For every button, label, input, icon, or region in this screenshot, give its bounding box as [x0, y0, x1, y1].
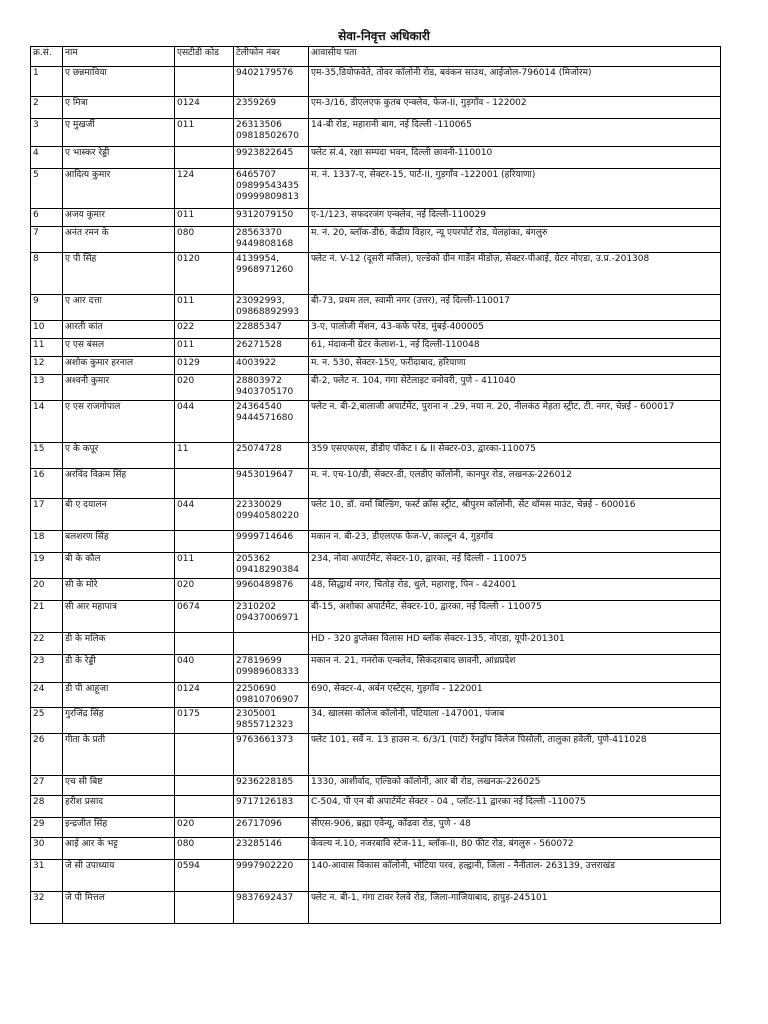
cell-phone: 9402179576: [234, 67, 309, 97]
cell-name: जे सी उपाध्याय: [63, 860, 175, 892]
cell-name: बी ए दयालन: [63, 499, 175, 531]
table-row: [31, 357, 721, 375]
table-row: [31, 67, 721, 97]
cell-std-code: 0124: [175, 97, 234, 119]
cell-serial: 22: [31, 633, 63, 655]
cell-address: म. नं. 20, ब्लॉक-डी6, केंद्रीय विहार, न्यू एयरपोर्ट रोड, येलहांका, बंगलुरु: [309, 227, 721, 253]
cell-serial: 20: [31, 579, 63, 601]
cell-std-code: 020: [175, 375, 234, 401]
cell-phone: 22885347: [234, 321, 309, 339]
cell-phone: 26271528: [234, 339, 309, 357]
cell-address: 3-ए, पालोजी मेंशन, 43-कफे परेड, मुंबई-400005: [309, 321, 721, 339]
table-row: [31, 401, 721, 443]
cell-phone: 6465707 09899543435 09999809813: [234, 169, 309, 209]
table-row: [31, 796, 721, 818]
cell-phone: 9999714646: [234, 531, 309, 553]
cell-serial: 32: [31, 892, 63, 924]
table-row: [31, 375, 721, 401]
table-row: [31, 633, 721, 655]
cell-address: सीएस-906, ब्रह्मा एवेन्यू, कोंढवा रोड, पुणे - 48: [309, 818, 721, 838]
cell-name: हरीश प्रसाद: [63, 796, 175, 818]
header-serial: क्र.सं.: [31, 47, 63, 67]
cell-std-code: 044: [175, 401, 234, 443]
cell-name: सी के मोरे: [63, 579, 175, 601]
cell-phone: 28563370 9449808168: [234, 227, 309, 253]
cell-serial: 9: [31, 295, 63, 321]
cell-std-code: 0175: [175, 708, 234, 734]
cell-name: अजय कुमार: [63, 209, 175, 227]
cell-serial: 29: [31, 818, 63, 838]
table-row: [31, 776, 721, 796]
cell-std-code: 080: [175, 227, 234, 253]
cell-name: अरविंद विक्रम सिंह: [63, 469, 175, 499]
cell-address: म. नं. 1337-ए, सेक्टर-15, पार्ट-II, गुड़गाँव -122001 (हरियाणा): [309, 169, 721, 209]
cell-name: डी पी आहूजा: [63, 683, 175, 708]
cell-phone: 25074728: [234, 443, 309, 469]
cell-phone: 2250690 09810706907: [234, 683, 309, 708]
cell-name: जे पी मित्तल: [63, 892, 175, 924]
cell-name: आदित्य कुमार: [63, 169, 175, 209]
table-row: [31, 601, 721, 633]
cell-phone: 4003922: [234, 357, 309, 375]
page-title: सेवा-निवृत्त अधिकारी: [338, 29, 430, 43]
cell-std-code: 011: [175, 295, 234, 321]
table-row: [31, 838, 721, 860]
table-row: [31, 860, 721, 892]
cell-phone: 24364540 9444571680: [234, 401, 309, 443]
cell-serial: 25: [31, 708, 63, 734]
cell-serial: 4: [31, 147, 63, 169]
cell-phone: 26313506 09818502670: [234, 119, 309, 147]
cell-serial: 30: [31, 838, 63, 860]
table-row: [31, 339, 721, 357]
cell-phone: 9837692437: [234, 892, 309, 924]
cell-serial: 21: [31, 601, 63, 633]
cell-serial: 3: [31, 119, 63, 147]
cell-address: 14-बी रोड, महारानी बाग, नई दिल्ली -110065: [309, 119, 721, 147]
cell-serial: 16: [31, 469, 63, 499]
table-row: [31, 683, 721, 708]
cell-name: अशोक कुमार हरनाल: [63, 357, 175, 375]
cell-address: फ्लेट सं.4, रक्षा सम्पदा भवन, दिल्ली छावनी-110010: [309, 147, 721, 169]
cell-address: C-504, पी एन बी अपार्टमेंट सेक्टर - 04 , प्लॉट-11 द्वारका नई दिल्ली -110075: [309, 796, 721, 818]
cell-std-code: 011: [175, 339, 234, 357]
cell-std-code: 0594: [175, 860, 234, 892]
cell-std-code: 11: [175, 443, 234, 469]
cell-std-code: [175, 892, 234, 924]
cell-address: म. न. 530, सेक्टर-15ए, फरीदाबाद, हरियाणा: [309, 357, 721, 375]
cell-phone: 9997902220: [234, 860, 309, 892]
cell-std-code: [175, 633, 234, 655]
cell-serial: 14: [31, 401, 63, 443]
cell-address: 34, खालसा कॉलेज कॉलोनी, पटियाला -147001, पंजाब: [309, 708, 721, 734]
cell-address: 61, मंदाकनी ग्रेटर केलाश-1, नई दिल्ली-110048: [309, 339, 721, 357]
cell-serial: 10: [31, 321, 63, 339]
cell-serial: 31: [31, 860, 63, 892]
cell-std-code: 0120: [175, 253, 234, 295]
cell-name: एच सी बिष्ट: [63, 776, 175, 796]
cell-name: बलशरण सिंह: [63, 531, 175, 553]
cell-name: डी के रेड्डी: [63, 655, 175, 683]
table-row: [31, 818, 721, 838]
table-row: [31, 119, 721, 147]
cell-phone: 2305001 9855712323: [234, 708, 309, 734]
cell-name: गुरजिंद्र सिंह: [63, 708, 175, 734]
cell-name: अनंत रमन के: [63, 227, 175, 253]
cell-phone: 23092993, 09868892993: [234, 295, 309, 321]
table-row: [31, 227, 721, 253]
cell-address: ए-1/123, सफदरजंग एन्क्लेव, नई दिल्ली-110029: [309, 209, 721, 227]
cell-phone: 2359269: [234, 97, 309, 119]
cell-std-code: 0129: [175, 357, 234, 375]
cell-serial: 7: [31, 227, 63, 253]
cell-std-code: 124: [175, 169, 234, 209]
cell-std-code: 080: [175, 838, 234, 860]
cell-serial: 8: [31, 253, 63, 295]
cell-std-code: 022: [175, 321, 234, 339]
cell-phone: 9717126183: [234, 796, 309, 818]
cell-phone: 205362 09418290384: [234, 553, 309, 579]
cell-address: बी-2, फ्लेट न. 104, गंगा सेटेलाइट वनोवरी, पुणे - 411040: [309, 375, 721, 401]
table-row: [31, 469, 721, 499]
cell-name: ए मुखर्जी: [63, 119, 175, 147]
cell-phone: 9312079150: [234, 209, 309, 227]
cell-std-code: [175, 796, 234, 818]
retired-officers-table: [30, 46, 721, 924]
cell-phone: [234, 633, 309, 655]
cell-std-code: [175, 67, 234, 97]
cell-serial: 23: [31, 655, 63, 683]
cell-phone: 9453019647: [234, 469, 309, 499]
cell-phone: 9236228185: [234, 776, 309, 796]
cell-address: बी-73, प्रथम तल, स्वामी नगर (उत्तर), नई दिल्ली-110017: [309, 295, 721, 321]
cell-serial: 17: [31, 499, 63, 531]
cell-name: सी आर महापात्र: [63, 601, 175, 633]
cell-serial: 5: [31, 169, 63, 209]
cell-address: फ्लेट 101, सर्वे न. 13 हाउस न. 6/3/1 (पार्ट) रेनड्रॉप विलेज पिसोली, तालुका हवेली, पुणे-411028: [309, 734, 721, 776]
table-row: [31, 295, 721, 321]
table-row: [31, 531, 721, 553]
cell-address: बी-15, अशोका अपार्टमेंट, सेक्टर-10, द्वारका, नई दिल्ली - 110075: [309, 601, 721, 633]
cell-phone: 9960489876: [234, 579, 309, 601]
cell-name: ए एस राजगोपाल: [63, 401, 175, 443]
cell-phone: 27819699 09989608333: [234, 655, 309, 683]
cell-serial: 26: [31, 734, 63, 776]
cell-address: मकान न. बी-23, डीएलएफ फेज-V, काल्टून 4, गुड़गाँव: [309, 531, 721, 553]
cell-serial: 15: [31, 443, 63, 469]
table-row: [31, 734, 721, 776]
cell-std-code: 044: [175, 499, 234, 531]
header-name: नाम: [63, 47, 175, 67]
cell-address: 140-आवास विकास कॉलोनी, भोटिया परव, हल्द्वानी, जिला - नैनीताल- 263139, उत्तराखंड: [309, 860, 721, 892]
cell-name: इन्द्रजीत सिंह: [63, 818, 175, 838]
table-row: [31, 209, 721, 227]
cell-address: फ्लेट न. बी-1, गंगा टावर रेलवे रोड, जिला-गाजियाबाद, हापुड़-245101: [309, 892, 721, 924]
table-row: [31, 97, 721, 119]
cell-serial: 24: [31, 683, 63, 708]
cell-address: म. नं. एच-10/डी, सेक्टर-डी, एलडीए कॉलोनी, कानपुर रोड, लखनऊ-226012: [309, 469, 721, 499]
cell-name: गीता के प्रती: [63, 734, 175, 776]
table-row: [31, 443, 721, 469]
cell-serial: 1: [31, 67, 63, 97]
table-row: [31, 499, 721, 531]
table-row: [31, 892, 721, 924]
cell-std-code: [175, 776, 234, 796]
cell-address: मकान नं. 21, गनरोक एन्क्लेव, सिकंदराबाद छावनी, आंध्रप्रदेश: [309, 655, 721, 683]
cell-serial: 19: [31, 553, 63, 579]
cell-phone: 2310202 09437006971: [234, 601, 309, 633]
cell-name: ए भास्कर रेड्डी: [63, 147, 175, 169]
cell-std-code: 0674: [175, 601, 234, 633]
cell-std-code: 011: [175, 119, 234, 147]
table-row: [31, 579, 721, 601]
cell-address: एम-35,डियोफवेते, तोवर कॉलोनी रोड, बवंकन साउथ, आईजोल-796014 (मिजोरम): [309, 67, 721, 97]
cell-serial: 13: [31, 375, 63, 401]
cell-name: बी के कौल: [63, 553, 175, 579]
cell-address: 359 एसएफएस, डीडीए पॉकेट I & II सेक्टर-03, द्वारका-110075: [309, 443, 721, 469]
cell-std-code: 020: [175, 818, 234, 838]
cell-phone: 9923822645: [234, 147, 309, 169]
cell-std-code: [175, 531, 234, 553]
cell-phone: 22330029 09940580220: [234, 499, 309, 531]
cell-std-code: [175, 734, 234, 776]
table-row: [31, 655, 721, 683]
cell-name: आई आर के भट्ट: [63, 838, 175, 860]
cell-address: फ्लेट 10, डॉ. वर्मा बिल्डिंग, फर्स्ट क्रॉस स्ट्रीट, श्रीपुरम कॉलोनी, सेंट थॉमस माउंट, चेन्नई - 600016: [309, 499, 721, 531]
table-row: [31, 253, 721, 295]
cell-phone: 9763661373: [234, 734, 309, 776]
cell-phone: 4139954, 9968971260: [234, 253, 309, 295]
cell-address: 1330, आशीर्वाद, एल्डिको कॉलोनी, आर बी रोड, लखनऊ-226025: [309, 776, 721, 796]
table-row: [31, 169, 721, 209]
table-row: [31, 147, 721, 169]
cell-address: HD - 320 डुप्लेक्स विलास HD ब्लॉक सेक्टर-135, नोएडा, यूपी-201301: [309, 633, 721, 655]
header-address: आवासीय पता: [309, 47, 721, 67]
cell-name: ए के कपूर: [63, 443, 175, 469]
table-header-row: [31, 47, 721, 67]
cell-name: डी के मलिक: [63, 633, 175, 655]
cell-address: 234, नोवा अपार्टमेंट, सेक्टर-10, द्वारका, नई दिल्ली - 110075: [309, 553, 721, 579]
header-phone: टेलीफोन नंबर: [234, 47, 309, 67]
cell-address: एम-3/16, डीएलएफ कुतब एन्क्लेव, फेज-II, गुड़गाँव - 122002: [309, 97, 721, 119]
cell-std-code: 040: [175, 655, 234, 683]
cell-address: फ्लेट न. बी-2,बालाजी अपार्टमेंट, पुराना न .29, नया न. 20, नीलकंठ मेहता स्ट्रीट, टी. नगर, चेन्नई - 600017: [309, 401, 721, 443]
cell-std-code: 011: [175, 209, 234, 227]
cell-name: ए पी सिंह: [63, 253, 175, 295]
table-row: [31, 321, 721, 339]
cell-serial: 6: [31, 209, 63, 227]
cell-address: 48, सिद्धार्थ नगर, चितोड़ रोड, धुले, महाराष्ट्र, पिन - 424001: [309, 579, 721, 601]
cell-serial: 2: [31, 97, 63, 119]
cell-phone: 23285146: [234, 838, 309, 860]
cell-serial: 18: [31, 531, 63, 553]
cell-std-code: 011: [175, 553, 234, 579]
header-std-code: एसटीडी कोड: [175, 47, 234, 67]
cell-address: 690, सेक्टर-4, अर्बन एस्टेट्स, गुड़गाँव - 122001: [309, 683, 721, 708]
cell-phone: 28803972 9403705170: [234, 375, 309, 401]
cell-name: आरती कांत: [63, 321, 175, 339]
cell-std-code: [175, 147, 234, 169]
table-row: [31, 708, 721, 734]
cell-std-code: 0124: [175, 683, 234, 708]
cell-name: अश्वनी कुमार: [63, 375, 175, 401]
cell-name: ए छन्नमाविया: [63, 67, 175, 97]
cell-std-code: [175, 469, 234, 499]
cell-name: ए एस बंसल: [63, 339, 175, 357]
cell-name: ए मित्रा: [63, 97, 175, 119]
cell-serial: 28: [31, 796, 63, 818]
table-row: [31, 553, 721, 579]
cell-serial: 12: [31, 357, 63, 375]
cell-std-code: 020: [175, 579, 234, 601]
cell-serial: 27: [31, 776, 63, 796]
cell-address: फ्लेट नं. V-12 (दूसरी मंजिल), एल्डेको ग्रीन गार्डेन मीडोज़, सेक्टर-पीआई, ग्रेटर नोएडा, उ.प्र.-201308: [309, 253, 721, 295]
cell-phone: 26717096: [234, 818, 309, 838]
cell-serial: 11: [31, 339, 63, 357]
cell-address: केवल्य नं.10, नजरबावि स्टेज-11, ब्लॉक-II, 80 फीट रोड, बंगलुरु - 560072: [309, 838, 721, 860]
cell-name: ए आर दत्ता: [63, 295, 175, 321]
